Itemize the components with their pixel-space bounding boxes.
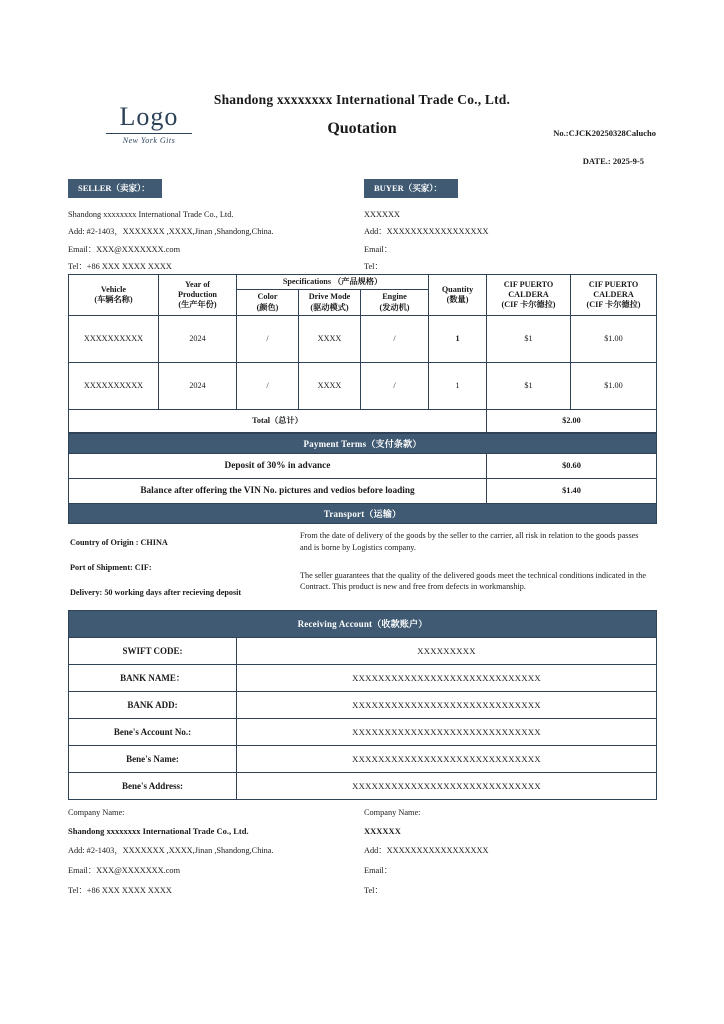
port-of-shipment: Port of Shipment: CIF: — [70, 562, 152, 572]
goods-table — [68, 274, 657, 433]
col-year-l2: Production — [178, 289, 217, 299]
seller-company-name: Shandong xxxxxxxx International Trade Co., Ltd. — [68, 825, 249, 836]
document-header — [68, 78, 656, 174]
signature-section — [68, 808, 656, 908]
beneficiary-name-value: XXXXXXXXXXXXXXXXXXXXXXXXXXXXX — [237, 745, 657, 772]
payment-row-deposit — [69, 453, 657, 478]
cell-cif-unit: $1 — [487, 362, 571, 409]
payment-terms-table — [68, 433, 657, 524]
buyer-badge: BUYER（买家）： — [364, 179, 458, 198]
transport-title: Transport（运输） — [69, 503, 657, 523]
bank-name-value: XXXXXXXXXXXXXXXXXXXXXXXXXXXXX — [237, 664, 657, 691]
buyer-company-name: XXXXXX — [364, 825, 401, 836]
bank-address-value: XXXXXXXXXXXXXXXXXXXXXXXXXXXXX — [237, 691, 657, 718]
col-cif-unit-l3: (CIF 卡尔德拉) — [501, 300, 556, 309]
transport-notes — [300, 530, 652, 610]
seller-footer-line: Add: #2-1403，XXXXXXX ,XXXX,Jinan ,Shandong,China. — [68, 845, 274, 855]
cell-color: / — [237, 315, 299, 362]
buyer-footer-line: Add：XXXXXXXXXXXXXXXXX — [364, 845, 489, 855]
seller-footer-line: Email：XXX@XXXXXXX.com — [68, 865, 181, 875]
receiving-account-band — [69, 610, 657, 637]
col-quantity-cn: (数量) — [446, 294, 469, 304]
seller-block — [68, 178, 358, 276]
col-cif-unit — [487, 275, 571, 316]
swift-code-label: SWIFT CODE: — [69, 637, 237, 664]
col-quantity-en: Quantity — [441, 284, 474, 294]
seller-line: Add: #2-1403，XXXXXXX ,XXXX,Jinan ,Shandong,China. — [68, 227, 274, 237]
col-cif-total-l2: CALDERA — [593, 289, 634, 299]
beneficiary-account-label: Bene's Account No.: — [69, 718, 237, 745]
total-label: Total（总计） — [69, 409, 487, 432]
col-color-cn: (颜色) — [256, 302, 279, 312]
buyer-company-caption: Company Name: — [364, 807, 421, 817]
risk-note: From the date of delivery of the goods by the seller to the carrier, all risk in relation to the goods passes and is borne by Logistics company. — [300, 530, 639, 552]
receiving-account-title: Receiving Account（收款账户） — [69, 610, 657, 637]
seller-line: Shandong xxxxxxxx International Trade Co., Ltd. — [68, 209, 234, 219]
beneficiary-account-value: XXXXXXXXXXXXXXXXXXXXXXXXXXXXX — [237, 718, 657, 745]
quotation-date: DATE.: 2025-9-5 — [582, 156, 644, 166]
cell-engine: / — [361, 362, 429, 409]
table-row — [69, 362, 657, 409]
col-drive-mode — [299, 290, 361, 316]
buyer-line: Add：XXXXXXXXXXXXXXXXX — [364, 227, 489, 237]
receiving-account-table — [68, 610, 657, 800]
country-of-origin: Country of Origin : CHINA — [70, 537, 168, 547]
cell-year: 2024 — [159, 315, 237, 362]
seller-line: Email：XXX@XXXXXXX.com — [68, 244, 181, 254]
col-color — [237, 290, 299, 316]
seller-details — [68, 206, 358, 276]
col-color-en: Color — [257, 292, 278, 302]
parties-section — [68, 178, 656, 274]
buyer-footer-line: Tel： — [364, 885, 383, 895]
deposit-label: Deposit of 30% in advance — [69, 453, 487, 478]
beneficiary-address-label: Bene's Address: — [69, 772, 237, 799]
col-cif-total-l1: CIF PUERTO — [588, 279, 639, 289]
total-row — [69, 409, 657, 432]
table-row — [69, 718, 657, 745]
table-row — [69, 664, 657, 691]
beneficiary-address-value: XXXXXXXXXXXXXXXXXXXXXXXXXXXXX — [237, 772, 657, 799]
col-engine — [361, 290, 429, 316]
logo-divider — [106, 133, 192, 134]
goods-header-row-1 — [69, 275, 657, 290]
col-quantity — [429, 275, 487, 316]
seller-badge: SELLER（卖家）： — [68, 179, 162, 198]
transport-section — [68, 524, 656, 610]
bank-address-label: BANK ADD: — [69, 691, 237, 718]
cell-quantity: 1 — [429, 362, 487, 409]
col-year — [159, 275, 237, 316]
col-vehicle-cn: (车辆名称) — [94, 294, 133, 304]
table-row — [69, 637, 657, 664]
table-row — [69, 772, 657, 799]
transport-band — [69, 503, 657, 523]
company-logo — [94, 104, 204, 145]
quotation-sheet — [68, 78, 656, 908]
col-cif-total — [571, 275, 657, 316]
deposit-amount: $0.60 — [487, 453, 657, 478]
cell-cif-total: $1.00 — [571, 362, 657, 409]
table-row — [69, 315, 657, 362]
payment-terms-title: Payment Terms（支付条款） — [69, 433, 657, 453]
col-specifications: Specifications （产品规格） — [237, 275, 429, 290]
cell-cif-unit: $1 — [487, 315, 571, 362]
total-value: $2.00 — [487, 409, 657, 432]
seller-signature-block — [68, 808, 358, 900]
payment-terms-band — [69, 433, 657, 453]
balance-label: Balance after offering the VIN No. pictures and vedios before loading — [69, 478, 487, 503]
buyer-block — [364, 178, 654, 276]
logo-subtitle: New York Gits — [122, 136, 176, 145]
col-drive-en: Drive Mode — [308, 292, 351, 302]
company-title: Shandong xxxxxxxx International Trade Co., Ltd. — [213, 92, 511, 107]
col-cif-total-l3: (CIF 卡尔德拉) — [586, 300, 641, 309]
beneficiary-name-label: Bene's Name: — [69, 745, 237, 772]
col-vehicle-en: Vehicle — [100, 284, 127, 294]
balance-amount: $1.40 — [487, 478, 657, 503]
delivery-terms: Delivery: 50 working days after recieving deposit — [70, 587, 242, 597]
cell-cif-total: $1.00 — [571, 315, 657, 362]
quotation-number: No.:CJCK20250328Calucho — [553, 128, 656, 138]
col-engine-cn: (发动机) — [379, 302, 410, 312]
col-drive-cn: (驱动模式) — [310, 302, 349, 312]
payment-row-balance — [69, 478, 657, 503]
seller-line: Tel：+86 XXX XXXX XXXX — [68, 262, 172, 272]
col-year-l1: Year of — [184, 279, 211, 289]
transport-terms — [70, 530, 300, 605]
table-row — [69, 745, 657, 772]
buyer-signature-block — [364, 808, 654, 900]
cell-drive: XXXX — [299, 362, 361, 409]
seller-footer-line: Tel：+86 XXX XXXX XXXX — [68, 885, 172, 895]
buyer-line: Email： — [364, 244, 393, 254]
cell-vehicle: XXXXXXXXXX — [69, 315, 159, 362]
col-vehicle — [69, 275, 159, 316]
logo-wordmark: Logo — [119, 102, 179, 131]
bank-name-label: BANK NAME： — [69, 664, 237, 691]
buyer-details — [364, 206, 654, 276]
seller-company-caption: Company Name: — [68, 807, 125, 817]
cell-year: 2024 — [159, 362, 237, 409]
swift-code-value: XXXXXXXXX — [237, 637, 657, 664]
cell-drive: XXXX — [299, 315, 361, 362]
document-title: Quotation — [327, 120, 397, 137]
cell-vehicle: XXXXXXXXXX — [69, 362, 159, 409]
cell-color: / — [237, 362, 299, 409]
col-engine-en: Engine — [382, 292, 407, 302]
buyer-line: Tel： — [364, 262, 383, 272]
col-cif-unit-l1: CIF PUERTO — [503, 279, 554, 289]
quality-note: The seller guarantees that the quality of the delivered goods meet the technical conditions indicated in the Contract. This product is new and free from defects in workmanship. — [300, 570, 647, 592]
table-row — [69, 691, 657, 718]
buyer-line: XXXXXX — [364, 209, 400, 219]
col-year-l3: (生产年份) — [178, 300, 217, 309]
cell-quantity: 1 — [429, 315, 487, 362]
col-cif-unit-l2: CALDERA — [508, 289, 549, 299]
cell-engine: / — [361, 315, 429, 362]
buyer-footer-line: Email： — [364, 865, 393, 875]
